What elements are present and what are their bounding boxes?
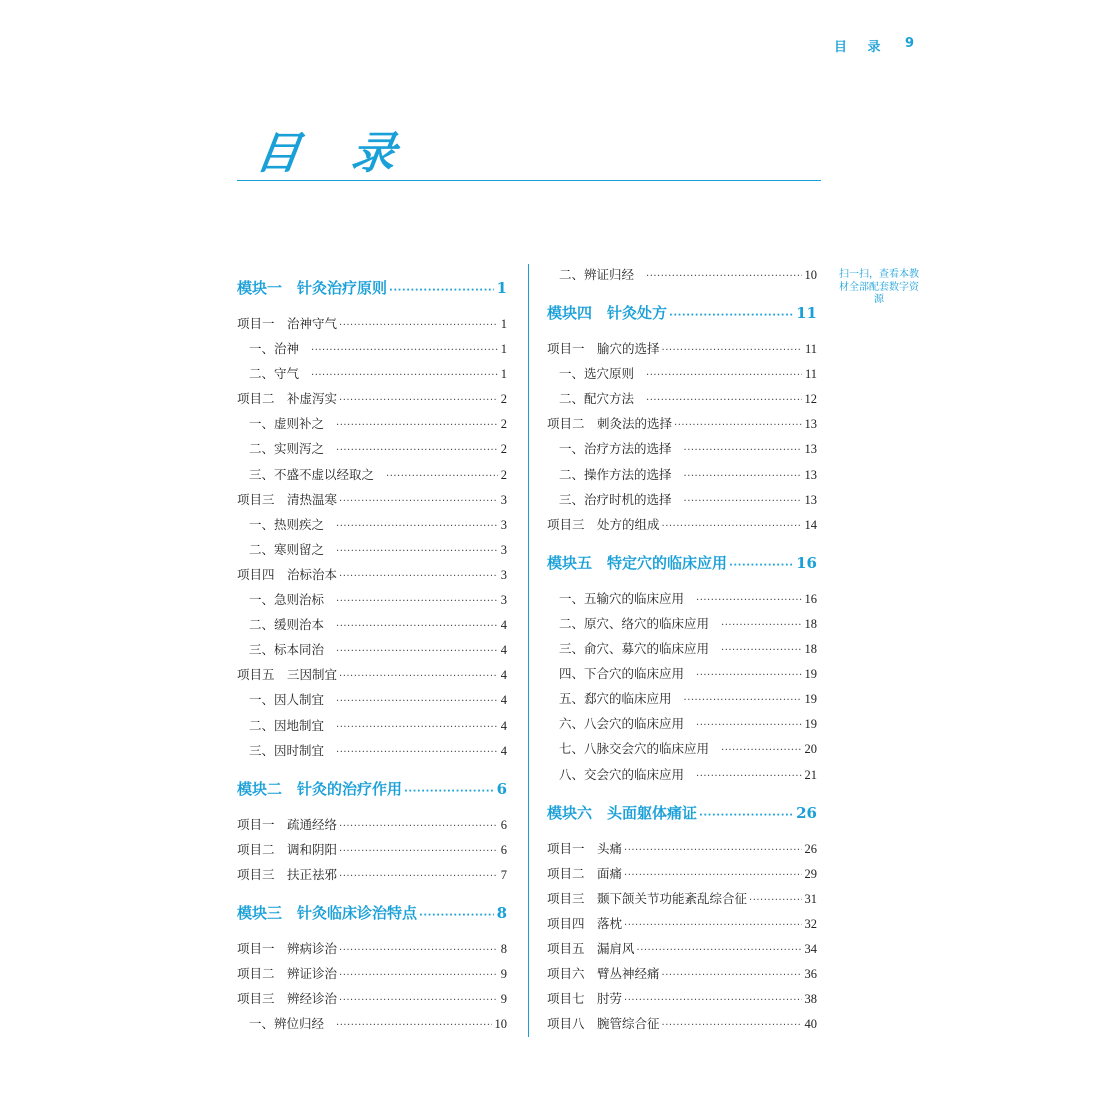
toc-entry-page: 10 xyxy=(494,1017,507,1032)
toc-dot-leader xyxy=(386,462,498,489)
toc-entry-page: 8 xyxy=(500,941,507,956)
running-header xyxy=(834,36,915,55)
toc-dot-leader xyxy=(336,1011,491,1038)
toc-entry-page: 21 xyxy=(804,767,817,782)
toc-subsection-entry xyxy=(237,336,507,361)
toc-entry-page: 16 xyxy=(796,553,817,572)
toc-entry-page: 1 xyxy=(500,317,507,331)
toc-dot-leader xyxy=(684,487,802,514)
toc-project-entry xyxy=(547,1011,817,1036)
toc-subsection-entry xyxy=(237,687,507,712)
toc-project-entry xyxy=(237,986,507,1011)
toc-project-entry xyxy=(547,836,817,861)
toc-dot-leader xyxy=(624,986,801,1013)
toc-dot-leader xyxy=(419,901,494,928)
toc-entry-page: 2 xyxy=(500,442,507,457)
toc-subsection-entry xyxy=(547,462,817,487)
toc-entry-label: 项目四 治标治本 xyxy=(237,566,338,582)
toc-entry-label: 项目五 漏肩风 xyxy=(547,940,635,956)
toc-dot-leader xyxy=(699,801,793,828)
toc-dot-leader xyxy=(662,1011,802,1038)
toc-entry-page: 14 xyxy=(804,517,817,532)
toc-subsection-entry xyxy=(237,637,507,662)
toc-entry-label: 模块四 针灸处方 xyxy=(547,304,668,323)
toc-entry-page: 29 xyxy=(804,866,817,881)
toc-entry-label: 二、缓则治本 xyxy=(249,617,325,633)
toc-entry-label: 项目三 清热温寒 xyxy=(237,491,338,507)
toc-dot-leader xyxy=(684,462,802,489)
toc-entry-page: 19 xyxy=(804,717,817,732)
toc-project-entry xyxy=(547,411,817,436)
toc-dot-leader xyxy=(662,336,802,363)
toc-dot-leader xyxy=(311,336,498,363)
toc-entry-label: 一、急则治标 xyxy=(249,592,325,608)
toc-entry-page: 2 xyxy=(500,417,507,432)
toc-entry-page: 1 xyxy=(500,367,507,382)
toc-entry-label: 模块三 针灸临床诊治特点 xyxy=(237,903,418,922)
toc-project-entry xyxy=(237,862,507,887)
toc-entry-label: 项目一 辨病诊治 xyxy=(237,940,338,956)
toc-entry-label: 项目六 臂丛神经痛 xyxy=(547,966,660,982)
toc-entry-label: 一、因人制宜 xyxy=(249,692,325,708)
qr-scan-note: 扫一扫，查看本教材全部配套数字资源 xyxy=(839,269,919,305)
toc-dot-leader xyxy=(624,911,801,938)
toc-module-entry xyxy=(547,801,817,826)
page-title: 目 录 xyxy=(252,128,417,179)
toc-entry-page: 4 xyxy=(500,743,507,758)
toc-dot-leader xyxy=(336,687,498,714)
toc-subsection-entry xyxy=(547,386,817,411)
toc-subsection-entry xyxy=(547,762,817,787)
toc-subsection-entry xyxy=(547,611,817,636)
toc-entry-label: 四、下合穴的临床应用 xyxy=(559,666,685,682)
toc-entry-page: 3 xyxy=(500,542,507,557)
toc-project-entry xyxy=(237,662,507,687)
toc-project-entry xyxy=(237,386,507,411)
toc-entry-page: 40 xyxy=(804,1017,817,1032)
toc-subsection-entry xyxy=(237,1011,507,1036)
toc-entry-page: 13 xyxy=(804,417,817,432)
toc-entry-page: 9 xyxy=(500,967,507,982)
toc-entry-page: 19 xyxy=(804,667,817,682)
toc-subsection-entry xyxy=(547,686,817,711)
toc-subsection-entry xyxy=(547,487,817,512)
toc-entry-page: 8 xyxy=(496,903,507,922)
toc-entry-page: 26 xyxy=(804,841,817,856)
toc-module-entry xyxy=(237,901,507,926)
toc-module-entry xyxy=(237,276,507,301)
toc-entry-label: 项目二 调和阴阳 xyxy=(237,841,338,857)
toc-entry-label: 二、守气 xyxy=(249,366,300,382)
toc-entry-label: 项目二 面痛 xyxy=(547,865,623,881)
toc-dot-leader xyxy=(684,686,802,713)
toc-dot-leader xyxy=(339,862,498,889)
toc-entry-label: 二、原穴、络穴的临床应用 xyxy=(559,615,710,631)
toc-entry-label: 模块二 针灸的治疗作用 xyxy=(237,779,403,798)
toc-dot-leader xyxy=(311,361,498,388)
toc-entry-label: 项目八 腕管综合征 xyxy=(547,1016,660,1032)
toc-entry-label: 项目三 辨经诊治 xyxy=(237,991,338,1007)
toc-entry-page: 26 xyxy=(796,803,817,822)
toc-dot-leader xyxy=(339,986,498,1013)
toc-subsection-entry xyxy=(237,587,507,612)
toc-subsection-entry xyxy=(547,711,817,736)
toc-project-entry xyxy=(237,311,507,336)
toc-entry-page: 36 xyxy=(804,967,817,982)
toc-entry-page: 20 xyxy=(804,742,817,757)
toc-entry-label: 三、不盛不虚以经取之 xyxy=(249,466,375,482)
toc-subsection-entry xyxy=(237,411,507,436)
toc-entry-label: 项目三 扶正祛邪 xyxy=(237,866,338,882)
toc-entry-label: 三、标本同治 xyxy=(249,642,325,658)
title-underline xyxy=(237,180,821,181)
toc-entry-label: 模块五 特定穴的临床应用 xyxy=(547,553,728,572)
toc-entry-page: 1 xyxy=(496,279,507,297)
toc-entry-label: 项目三 颞下颌关节功能紊乱综合征 xyxy=(547,890,748,906)
toc-entry-page: 2 xyxy=(500,392,507,407)
toc-entry-page: 3 xyxy=(500,517,507,532)
toc-dot-leader xyxy=(749,886,801,913)
toc-entry-page: 3 xyxy=(500,492,507,507)
toc-entry-page: 4 xyxy=(500,718,507,733)
toc-entry-page: 6 xyxy=(496,779,507,798)
toc-entry-page: 18 xyxy=(804,616,817,631)
toc-entry-label: 项目一 腧穴的选择 xyxy=(547,341,660,357)
toc-module-entry xyxy=(547,301,817,326)
toc-entry-label: 八、交会穴的临床应用 xyxy=(559,766,685,782)
toc-project-entry xyxy=(237,812,507,837)
column-divider xyxy=(528,264,529,1037)
toc-entry-page: 10 xyxy=(804,268,817,282)
toc-dot-leader xyxy=(339,837,498,864)
toc-dot-leader xyxy=(336,738,498,765)
toc-entry-label: 七、八脉交会穴的临床应用 xyxy=(559,741,710,757)
toc-entry-label: 一、治疗方法的选择 xyxy=(559,441,672,457)
toc-entry-label: 二、因地制宜 xyxy=(249,717,325,733)
toc-dot-leader xyxy=(721,636,801,663)
toc-dot-leader xyxy=(696,762,801,789)
toc-subsection-entry xyxy=(547,361,817,386)
toc-subsection-entry xyxy=(237,512,507,537)
toc-project-entry xyxy=(547,861,817,886)
toc-dot-leader xyxy=(624,836,801,863)
toc-entry-page: 9 xyxy=(500,992,507,1007)
toc-subsection-entry xyxy=(547,636,817,661)
toc-entry-label: 一、治神 xyxy=(249,341,300,357)
toc-dot-leader xyxy=(339,386,498,413)
toc-entry-page: 3 xyxy=(500,567,507,582)
toc-dot-leader xyxy=(336,512,498,539)
toc-subsection-entry xyxy=(547,661,817,686)
running-header-page-number: 9 xyxy=(905,36,915,51)
toc-entry-page: 12 xyxy=(804,392,817,407)
toc-project-entry xyxy=(547,512,817,537)
toc-entry-label: 二、配穴方法 xyxy=(559,391,635,407)
toc-dot-leader xyxy=(684,436,802,463)
toc-entry-page: 1 xyxy=(500,342,507,357)
running-header-title: 目 录 xyxy=(834,40,889,55)
toc-entry-page: 11 xyxy=(796,304,817,323)
toc-subsection-entry xyxy=(237,612,507,637)
toc-entry-page: 19 xyxy=(804,692,817,707)
toc-entry-label: 一、五输穴的临床应用 xyxy=(559,590,685,606)
toc-dot-leader xyxy=(336,537,498,564)
toc-entry-page: 6 xyxy=(500,817,507,832)
toc-dot-leader xyxy=(674,411,801,438)
toc-entry-label: 模块六 头面躯体痛证 xyxy=(547,803,698,822)
toc-dot-leader xyxy=(336,411,498,438)
toc-entry-label: 项目一 疏通经络 xyxy=(237,816,338,832)
toc-module-entry xyxy=(547,551,817,576)
toc-dot-leader xyxy=(721,611,801,638)
toc-entry-page: 4 xyxy=(500,693,507,708)
toc-entry-page: 16 xyxy=(804,591,817,606)
toc-entry-label: 一、虚则补之 xyxy=(249,416,325,432)
toc-subsection-entry xyxy=(547,436,817,461)
toc-entry-label: 项目四 落枕 xyxy=(547,915,623,931)
toc-entry-label: 二、辨证归经 xyxy=(559,267,635,282)
toc-entry-label: 项目五 三因制宜 xyxy=(237,667,338,683)
toc-entry-label: 一、辨位归经 xyxy=(249,1016,325,1032)
toc-entry-label: 项目一 治神守气 xyxy=(237,316,338,331)
toc-left-column xyxy=(237,276,507,1036)
toc-entry-label: 三、治疗时机的选择 xyxy=(559,491,672,507)
toc-subsection-entry xyxy=(547,586,817,611)
toc-dot-leader xyxy=(339,311,498,338)
toc-entry-label: 项目一 头痛 xyxy=(547,840,623,856)
toc-subsection-entry xyxy=(547,736,817,761)
toc-entry-page: 2 xyxy=(500,467,507,482)
toc-dot-leader xyxy=(662,961,802,988)
toc-dot-leader xyxy=(696,711,801,738)
toc-entry-page: 34 xyxy=(804,941,817,956)
toc-entry-label: 二、操作方法的选择 xyxy=(559,466,672,482)
toc-entry-label: 模块一 针灸治疗原则 xyxy=(237,279,388,297)
toc-project-entry xyxy=(547,336,817,361)
toc-subsection-entry xyxy=(237,713,507,738)
toc-dot-leader xyxy=(404,777,494,804)
toc-project-entry xyxy=(547,936,817,961)
toc-entry-page: 13 xyxy=(804,442,817,457)
toc-dot-leader xyxy=(637,936,802,963)
toc-dot-leader xyxy=(336,612,498,639)
toc-project-entry xyxy=(547,911,817,936)
toc-project-entry xyxy=(237,487,507,512)
toc-subsection-entry xyxy=(237,361,507,386)
toc-subsection-entry xyxy=(237,537,507,562)
toc-dot-leader xyxy=(389,276,494,303)
toc-dot-leader xyxy=(696,586,801,613)
toc-dot-leader xyxy=(339,961,498,988)
toc-dot-leader xyxy=(339,812,498,839)
toc-project-entry xyxy=(237,562,507,587)
toc-dot-leader xyxy=(339,936,498,963)
toc-entry-page: 11 xyxy=(804,367,817,382)
toc-entry-page: 13 xyxy=(804,492,817,507)
toc-dot-leader xyxy=(662,512,802,539)
toc-entry-label: 一、选穴原则 xyxy=(559,366,635,382)
toc-entry-page: 13 xyxy=(804,467,817,482)
toc-dot-leader xyxy=(729,551,793,578)
toc-project-entry xyxy=(547,986,817,1011)
toc-entry-page: 18 xyxy=(804,642,817,657)
toc-subsection-entry xyxy=(547,262,817,287)
toc-entry-label: 项目七 肘劳 xyxy=(547,991,623,1007)
toc-project-entry xyxy=(237,837,507,862)
toc-entry-label: 二、寒则留之 xyxy=(249,541,325,557)
toc-subsection-entry xyxy=(237,738,507,763)
toc-entry-page: 6 xyxy=(500,842,507,857)
toc-entry-label: 一、热则疾之 xyxy=(249,516,325,532)
toc-dot-leader xyxy=(336,637,498,664)
toc-project-entry xyxy=(237,936,507,961)
toc-entry-page: 4 xyxy=(500,618,507,633)
toc-dot-leader xyxy=(339,562,498,589)
toc-project-entry xyxy=(547,886,817,911)
toc-dot-leader xyxy=(646,262,801,289)
toc-project-entry xyxy=(237,961,507,986)
toc-dot-leader xyxy=(336,587,498,614)
toc-entry-page: 38 xyxy=(804,992,817,1007)
toc-entry-label: 三、俞穴、募穴的临床应用 xyxy=(559,641,710,657)
toc-entry-label: 项目二 补虚泻实 xyxy=(237,391,338,407)
toc-dot-leader xyxy=(669,301,793,328)
toc-dot-leader xyxy=(696,661,801,688)
toc-dot-leader xyxy=(624,861,801,888)
toc-right-column xyxy=(547,262,817,1036)
toc-dot-leader xyxy=(336,713,498,740)
toc-entry-page: 4 xyxy=(500,668,507,683)
toc-dot-leader xyxy=(339,662,498,689)
toc-entry-label: 五、郄穴的临床应用 xyxy=(559,691,672,707)
toc-dot-leader xyxy=(646,386,801,413)
toc-dot-leader xyxy=(721,736,801,763)
toc-entry-page: 7 xyxy=(500,867,507,882)
toc-module-entry xyxy=(237,777,507,802)
toc-entry-page: 11 xyxy=(804,342,817,357)
toc-entry-label: 二、实则泻之 xyxy=(249,441,325,457)
toc-entry-label: 三、因时制宜 xyxy=(249,742,325,758)
toc-subsection-entry xyxy=(237,462,507,487)
toc-entry-label: 六、八会穴的临床应用 xyxy=(559,716,685,732)
toc-subsection-entry xyxy=(237,436,507,461)
toc-entry-page: 3 xyxy=(500,593,507,608)
toc-entry-label: 项目二 刺灸法的选择 xyxy=(547,416,673,432)
toc-entry-label: 项目二 辨证诊治 xyxy=(237,966,338,982)
toc-entry-label: 项目三 处方的组成 xyxy=(547,516,660,532)
toc-entry-page: 31 xyxy=(804,891,817,906)
toc-project-entry xyxy=(547,961,817,986)
toc-entry-page: 32 xyxy=(804,916,817,931)
toc-dot-leader xyxy=(336,436,498,463)
toc-dot-leader xyxy=(646,361,802,388)
toc-dot-leader xyxy=(339,487,498,514)
toc-entry-page: 4 xyxy=(500,643,507,658)
